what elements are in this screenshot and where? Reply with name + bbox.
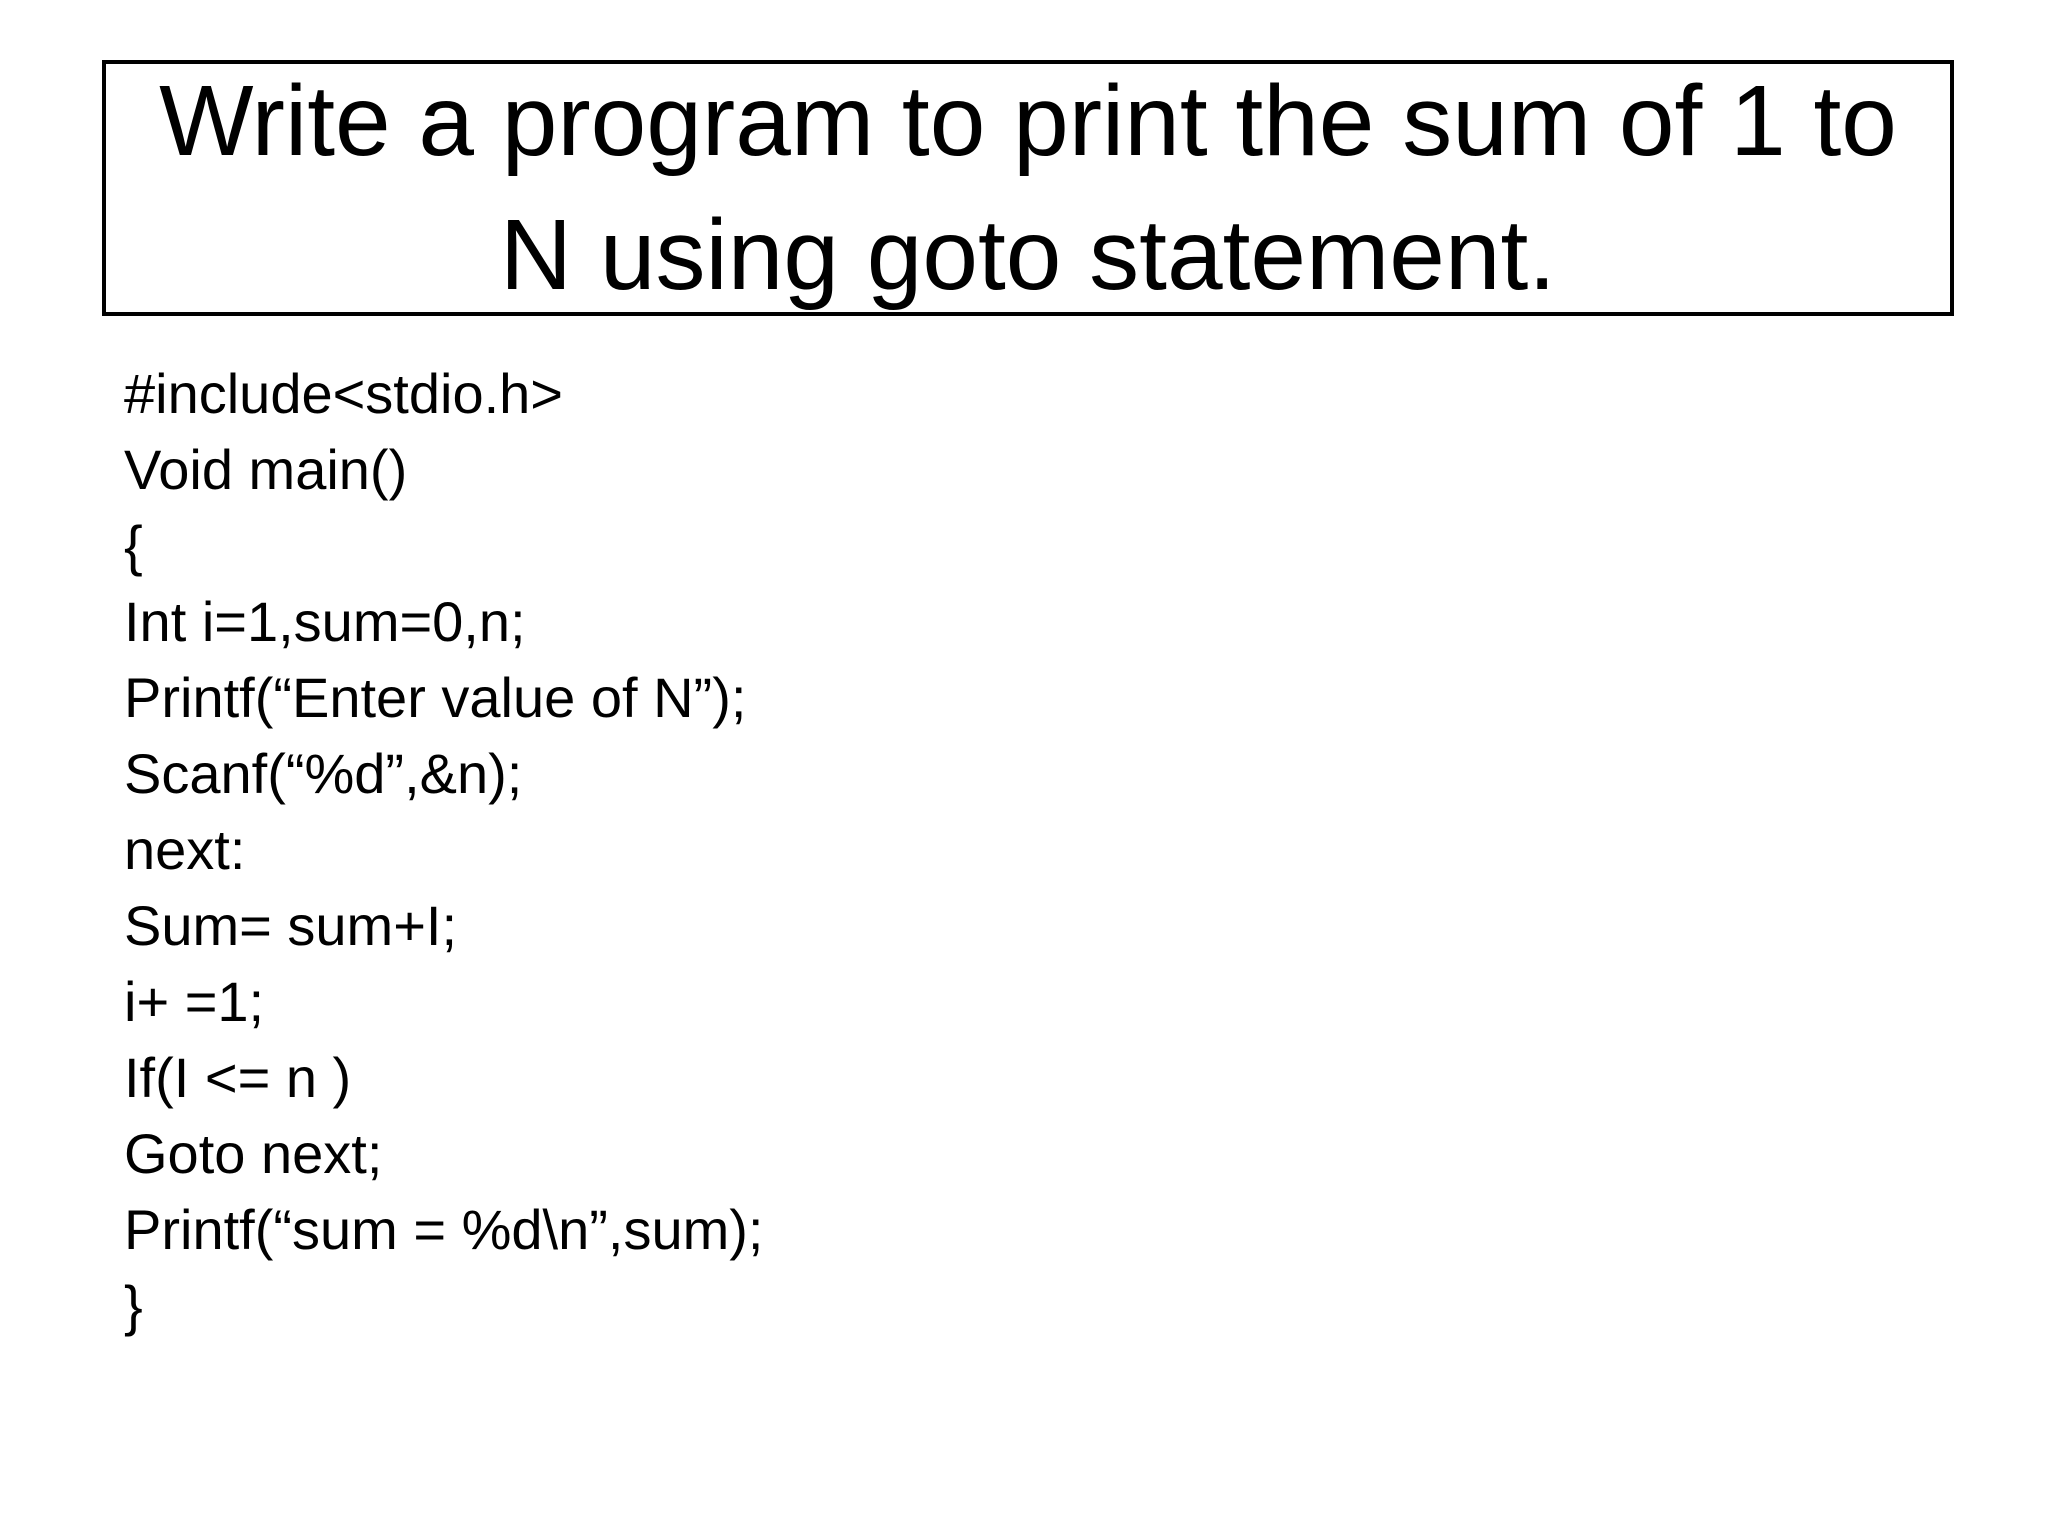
- code-line: Sum= sum+I;: [124, 894, 458, 957]
- code-line: Scanf(“%d”,&n);: [124, 742, 523, 805]
- code-listing: [124, 356, 1824, 1344]
- code-line: next:: [124, 818, 246, 881]
- code-line: }: [124, 1274, 143, 1337]
- slide-title: Write a program to print the sum of 1 to N using goto statement.: [159, 65, 1897, 311]
- code-line: {: [124, 514, 143, 577]
- title-box: [102, 60, 1954, 316]
- code-line: i+ =1;: [124, 970, 265, 1033]
- code-line: Goto next;: [124, 1122, 383, 1185]
- code-line: Printf(“sum = %d\n”,sum);: [124, 1198, 764, 1261]
- code-line: Int i=1,sum=0,n;: [124, 590, 526, 653]
- code-line: If(I <= n ): [124, 1046, 352, 1109]
- code-line: Void main(): [124, 438, 408, 501]
- code-line: Printf(“Enter value of N”);: [124, 666, 747, 729]
- code-line: #include<stdio.h>: [124, 362, 564, 425]
